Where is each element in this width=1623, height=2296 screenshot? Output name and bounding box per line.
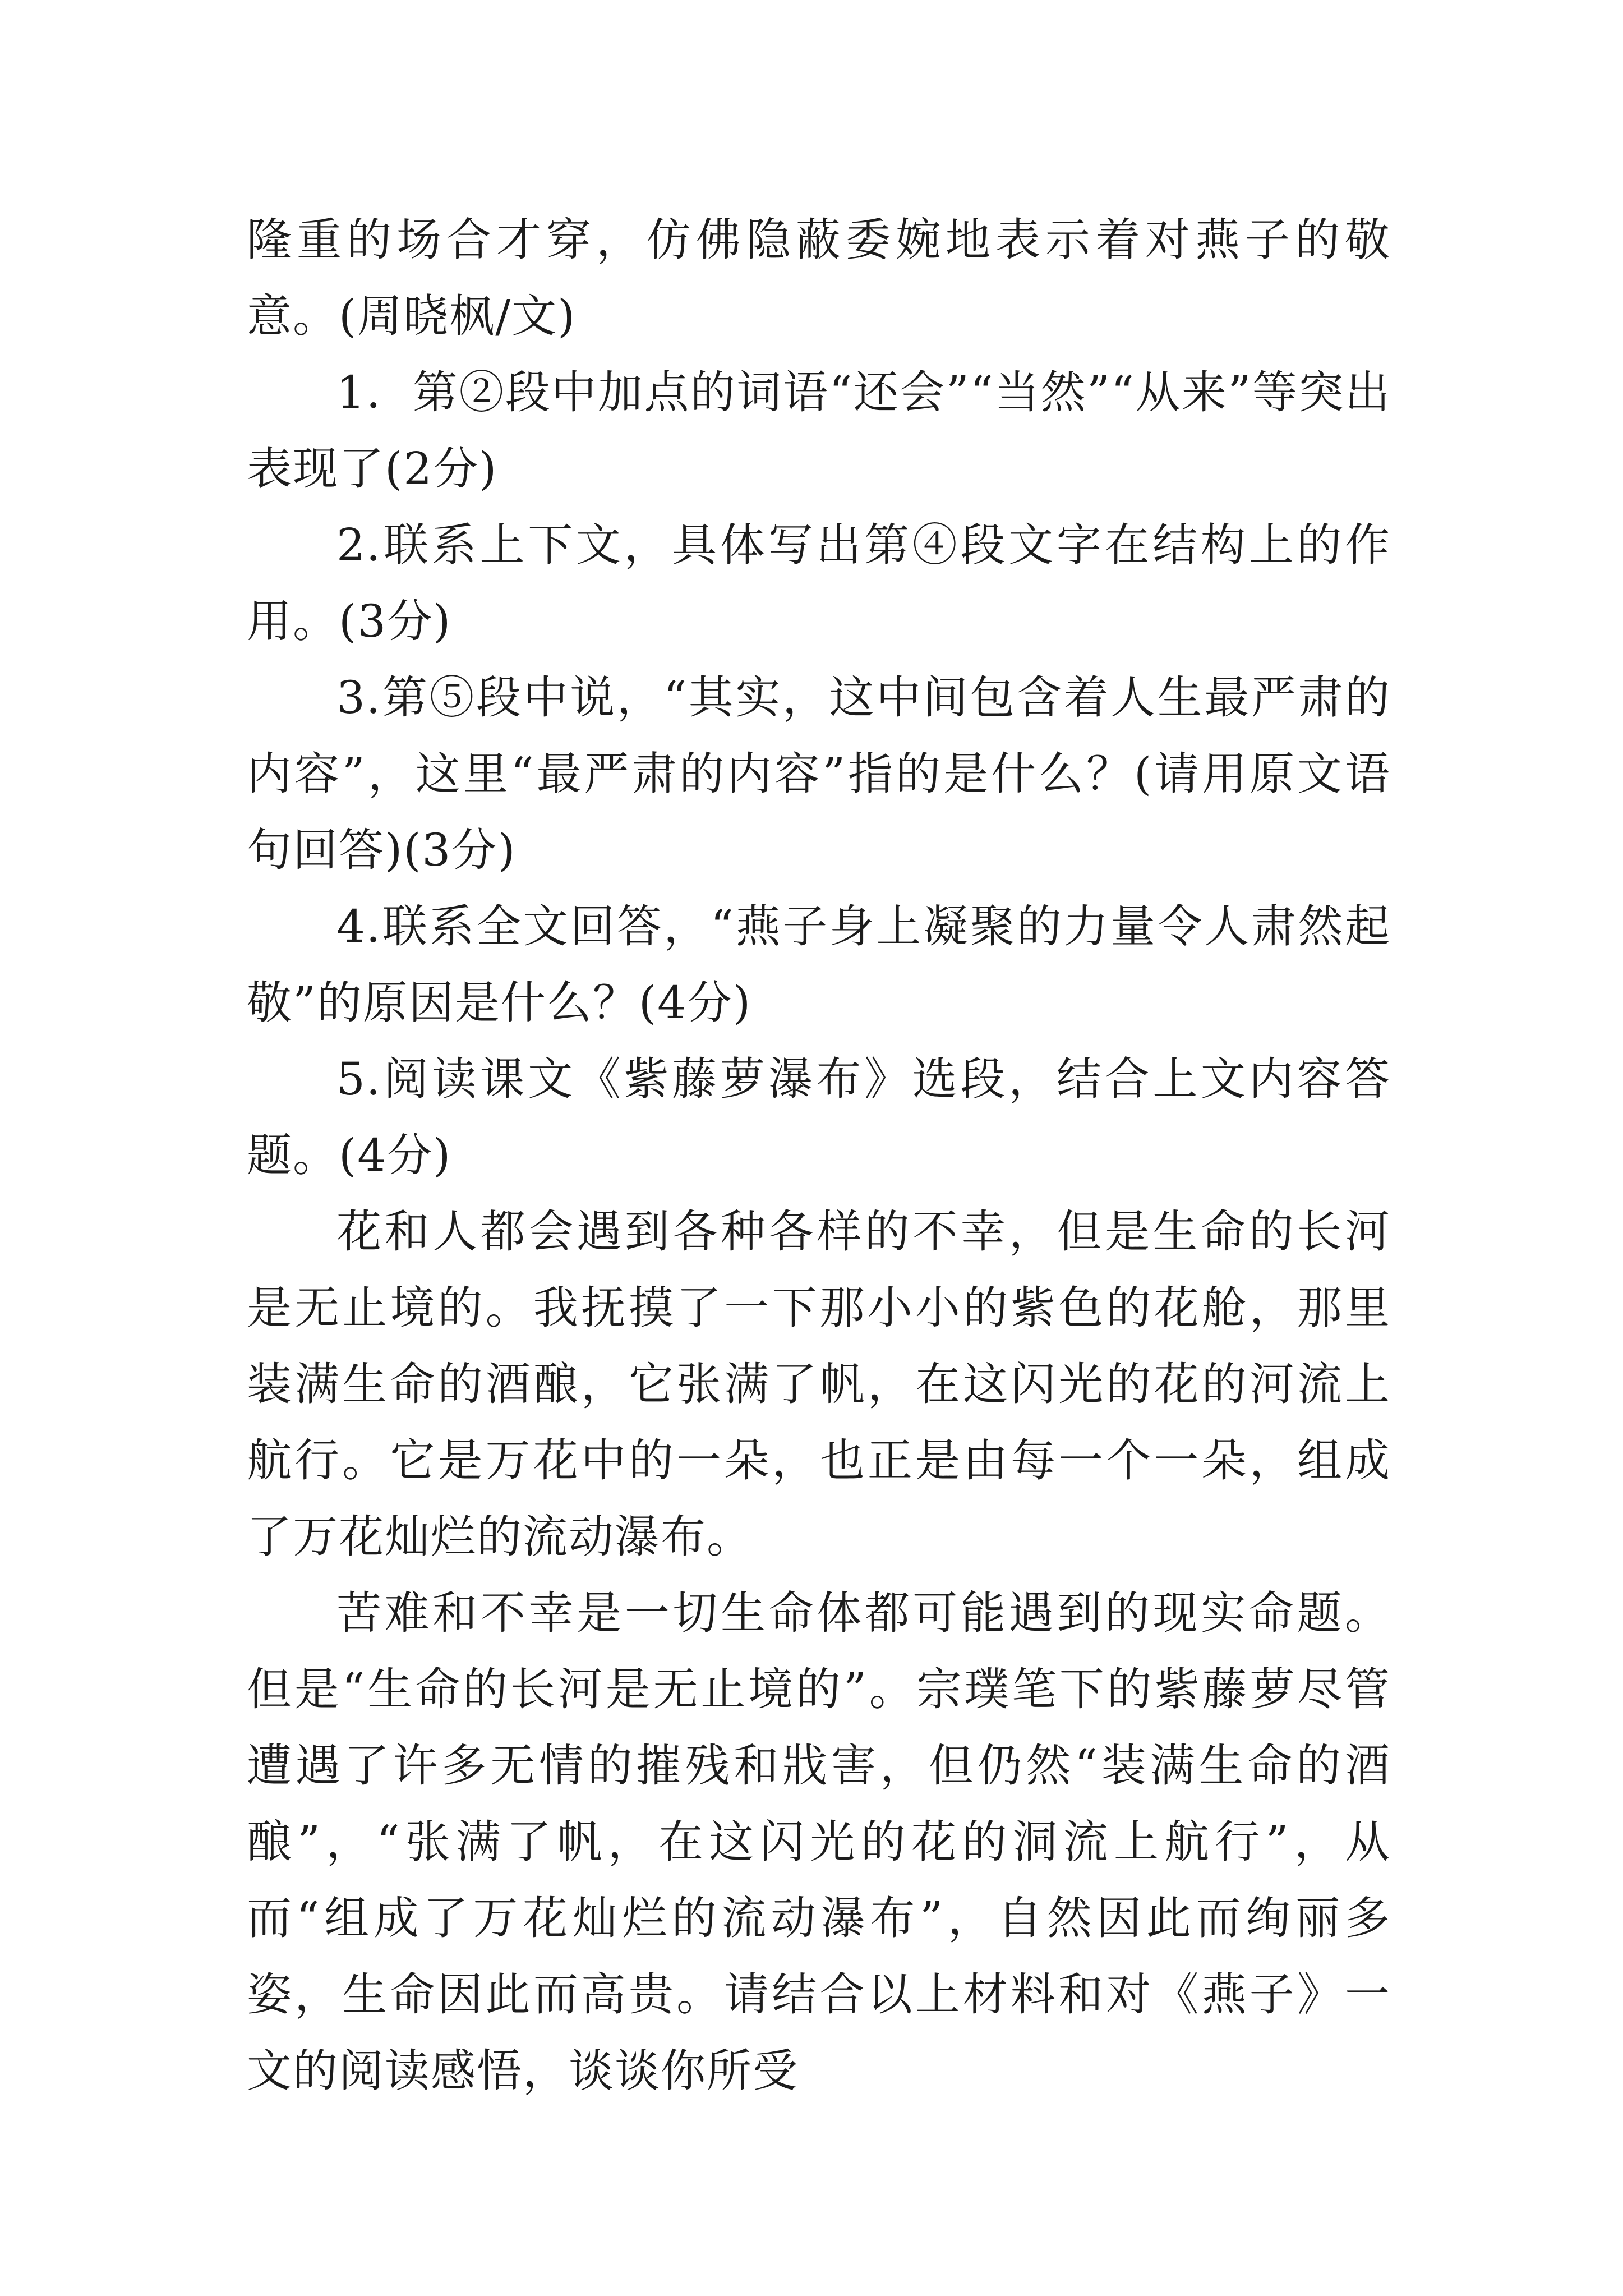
document-body	[247, 202, 1391, 2109]
paragraph-continuation: 隆重的场合才穿，仿佛隐蔽委婉地表示着对燕子的敬意。(周晓枫/文)	[247, 214, 1391, 342]
question-4: 4.联系全文回答，“燕子身上凝聚的力量令人肃然起敬”的原因是什么？(4分)	[247, 900, 1391, 1029]
prompt-paragraph: 苦难和不幸是一切生命体都可能遇到的现实命题。但是“生命的长河是无止境的”。宗璞笔下的紫藤萝尽管遭遇了许多无情的摧残和戕害，但仍然“装满生命的酒酿”，“张满了帆，在这闪光的花的洞流上航行”，从而“组成了万花灿烂的流动瀑布”，自然因此而绚丽多姿，生命因此而高贵。请结合以上材料和对《燕子》一文的阅读感悟，谈谈你所受	[247, 1587, 1391, 2097]
question-5: 5.阅读课文《紫藤萝瀑布》选段，结合上文内容答题。(4分)	[247, 1053, 1391, 1181]
question-3: 3.第⑤段中说，“其实，这中间包含着人生最严肃的内容”，这里“最严肃的内容”指的是什么？(请用原文语句回答)(3分)	[247, 671, 1391, 876]
question-1: 1．第②段中加点的词语“还会”“当然”“从来”等突出表现了(2分)	[247, 366, 1391, 495]
question-2: 2.联系上下文，具体写出第④段文字在结构上的作用。(3分)	[247, 519, 1391, 647]
excerpt-paragraph: 花和人都会遇到各种各样的不幸，但是生命的长河是无止境的。我抚摸了一下那小小的紫色的花舱，那里装满生命的酒酿，它张满了帆，在这闪光的花的河流上航行。它是万花中的一朵，也正是由每一个一朵，组成了万花灿烂的流动瀑布。	[247, 1205, 1391, 1563]
